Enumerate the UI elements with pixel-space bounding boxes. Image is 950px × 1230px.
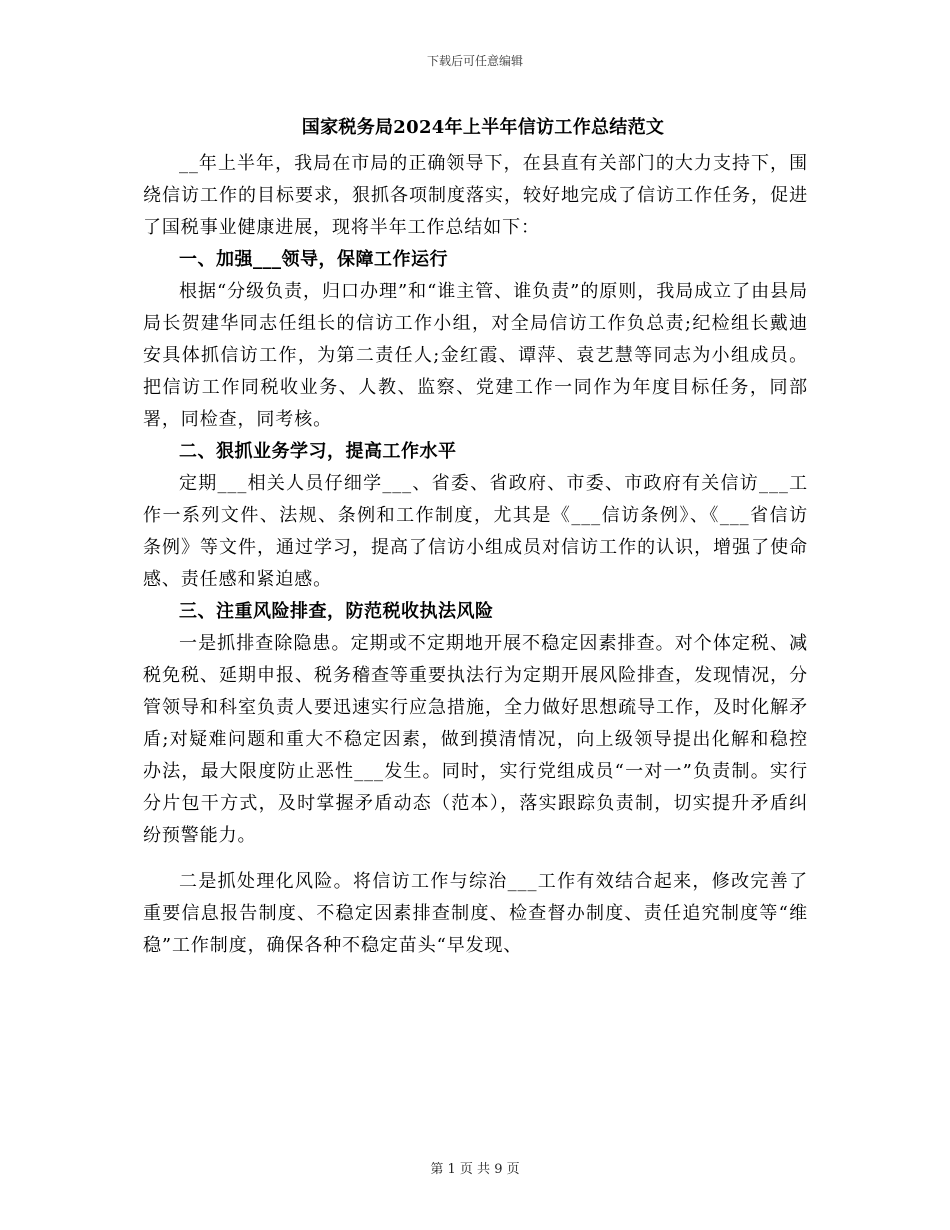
page-number: 第 1 页 共 9 页: [430, 1162, 520, 1177]
intro-paragraph: __年上半年，我局在市局的正确领导下，在县直有关部门的大力支持下，围绕信访工作的目标要求，狠抓各项制度落实，较好地完成了信访工作任务，促进了国税事业健康进展，现将半年工作总结如下：: [143, 153, 808, 238]
document-title: 国家税务局2024年上半年信访工作总结范文: [301, 117, 665, 138]
document-body: [143, 112, 808, 962]
section-1-paragraph-1: 根据“分级负责，归口办理”和“谁主管、谁负责”的原则，我局成立了由县局局长贺建华同志任组长的信访工作小组，对全局信访工作负总责;纪检组长戴迪安具体抓信访工作，为第二责任人;金红霞、谭萍、袁艺慧等同志为小组成员。把信访工作同税收业务、人教、监察、党建工作一同作为年度目标任务，同部署，同检查，同考核。: [143, 281, 808, 430]
section-3-paragraph-1: 一是抓排查除隐患。定期或不定期地开展不稳定因素排查。对个体定税、减税免税、延期申报、税务稽查等重要执法行为定期开展风险排查，发现情况，分管领导和科室负责人要迅速实行应急措施，全力做好思想疏导工作，及时化解矛盾;对疑难问题和重大不稳定因素，做到摸清情况，向上级领导提出化解和稳控办法，最大限度防止恶性___发生。同时，实行党组成员“一对一”负责制。实行分片包干方式，及时掌握矛盾动态（范本），落实跟踪负责制，切实提升矛盾纠纷预警能力。: [143, 633, 808, 846]
section-heading-1: 一、加强___领导，保障工作运行: [179, 249, 448, 270]
section-3-paragraph-2: 二是抓处理化风险。将信访工作与综治___工作有效结合起来，修改完善了重要信息报告制度、不稳定因素排查制度、检查督办制度、责任追究制度等“维稳”工作制度，确保各种不稳定苗头“早发现、: [143, 871, 808, 956]
section-heading-2: 二、狠抓业务学习，提高工作水平: [179, 441, 457, 462]
section-heading-3: 三、注重风险排查，防范税收执法风险: [179, 601, 494, 622]
page-header-note: 下载后可任意编辑: [426, 54, 523, 68]
section-2-paragraph-1: 定期___相关人员仔细学___、省委、省政府、市委、市政府有关信访___工作一系列文件、法规、条例和工作制度，尤其是《___信访条例》、《___省信访条例》等文件，通过学习，提高了信访小组成员对信访工作的认识，增强了使命感、责任感和紧迫感。: [143, 473, 808, 590]
